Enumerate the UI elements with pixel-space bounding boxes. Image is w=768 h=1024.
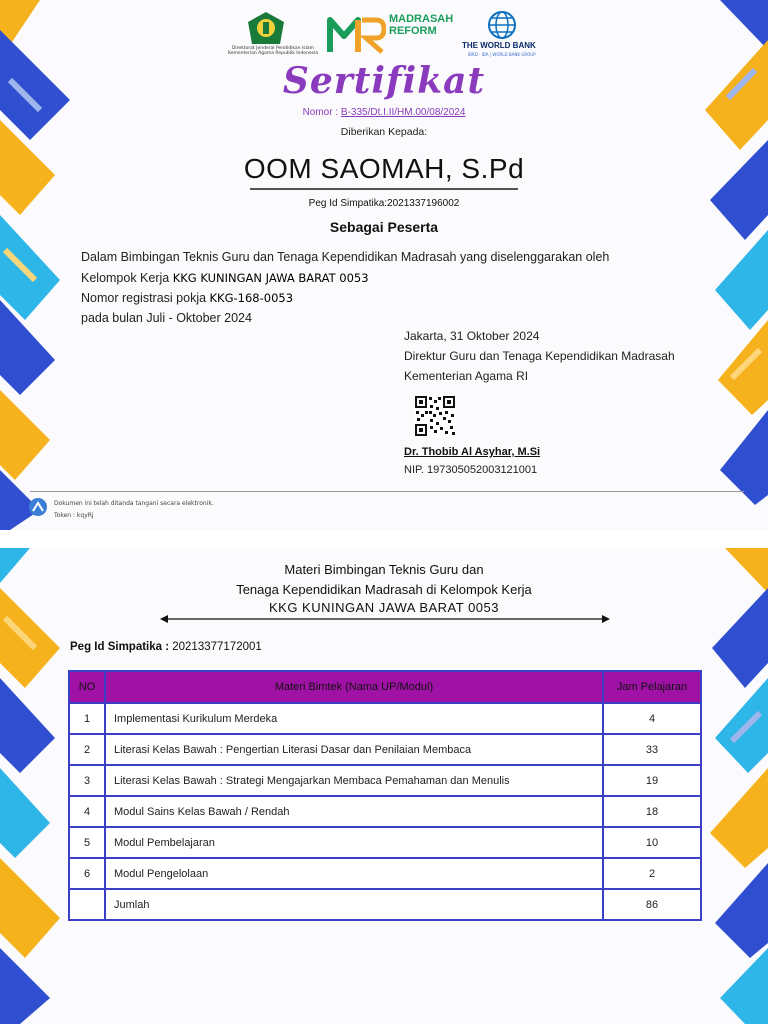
registration-number: KKG-168-0053	[209, 291, 294, 305]
table-row	[69, 827, 701, 858]
row-no: 1	[69, 703, 105, 734]
table-row	[69, 734, 701, 765]
signer-nip: NIP. 197305052003121001	[404, 464, 538, 476]
total-value: 86	[603, 889, 701, 920]
row-jam: 33	[603, 734, 701, 765]
madrasah-reform-logo	[326, 14, 386, 56]
world-bank-text: THE WORLD BANK	[462, 41, 536, 50]
table-header-row	[69, 671, 701, 703]
materials-peg-id-label: Peg Id Simpatika :	[70, 641, 173, 653]
peg-id: Peg Id Simpatika:2021337196002	[308, 198, 460, 209]
certificate-number-value: B-335/Dt.I.II/HM.00/08/2024	[340, 107, 466, 118]
row-materi: Modul Pembelajaran	[105, 827, 603, 858]
certificate-number	[0, 107, 768, 118]
body-line-4: pada bulan Juli - Oktober 2024	[81, 311, 252, 325]
kemenag-caption: Direktorat Jenderal Pendidikan Islam Kementerian Agama Republik Indonesia	[228, 46, 318, 56]
world-bank-subtext: IBRD · IDA | WORLD BANK GROUP	[468, 52, 536, 57]
materials-heading-2: Tenaga Kependidikan Madrasah di Kelompok Kerja	[236, 582, 532, 597]
footer-divider	[30, 491, 744, 492]
row-materi: Literasi Kelas Bawah : Strategi Mengajarkan Membaca Pemahaman dan Menulis	[105, 765, 603, 796]
page-gap	[0, 530, 768, 548]
place-date: Jakarta, 31 Oktober 2024	[404, 329, 540, 343]
body-line-3	[81, 291, 293, 305]
row-materi: Modul Sains Kelas Bawah / Rendah	[105, 796, 603, 827]
row-no: 6	[69, 858, 105, 889]
world-bank-logo	[487, 10, 517, 40]
body-line-2-prefix: Kelompok Kerja	[81, 271, 173, 285]
name-underline	[250, 188, 518, 190]
signer-institution: Kementerian Agama RI	[404, 369, 529, 383]
recipient-name: OOM SAOMAH, S.Pd	[243, 153, 525, 184]
table-row	[69, 796, 701, 827]
row-materi: Literasi Kelas Bawah : Pengertian Literasi Dasar dan Penilaian Membaca	[105, 734, 603, 765]
row-no: 5	[69, 827, 105, 858]
materials-peg-id	[70, 641, 262, 653]
double-arrow-divider	[160, 614, 610, 624]
kemenag-logo	[244, 10, 288, 48]
certificate-title: Sertifikat	[282, 60, 486, 102]
given-to-label: Diberikan Kepada:	[340, 126, 428, 138]
table-row	[69, 858, 701, 889]
row-jam: 2	[603, 858, 701, 889]
column-header-materi: Materi Bimtek (Nama UP/Modul)	[105, 671, 603, 703]
table-row	[69, 703, 701, 734]
materials-page	[0, 548, 768, 1024]
materials-table	[68, 670, 702, 921]
esign-note: Dokumen ini telah ditanda tangani secara elektronik.	[54, 500, 214, 507]
madrasah-reform-text-2: REFORM	[389, 25, 437, 37]
role-heading: Sebagai Peserta	[329, 219, 439, 235]
certificate-number-label: Nomor :	[302, 107, 341, 118]
row-no: 2	[69, 734, 105, 765]
column-header-jam: Jam Pelajaran	[603, 671, 701, 703]
table-row	[69, 765, 701, 796]
qr-code-icon	[414, 395, 456, 437]
row-jam: 19	[603, 765, 701, 796]
row-jam: 10	[603, 827, 701, 858]
column-header-no: NO	[69, 671, 105, 703]
materials-heading-3: KKG KUNINGAN JAWA BARAT 0053	[268, 600, 499, 615]
table-total-row	[69, 889, 701, 920]
materials-heading-1: Materi Bimbingan Teknis Guru dan	[284, 562, 484, 577]
signer-name: Dr. Thobib Al Asyhar, M.Si	[404, 446, 541, 458]
madrasah-reform-text: MADRASAH	[389, 13, 454, 25]
row-no: 3	[69, 765, 105, 796]
bsre-seal-icon	[28, 497, 48, 517]
body-line-2	[81, 271, 369, 285]
row-materi: Modul Pengelolaan	[105, 858, 603, 889]
row-jam: 18	[603, 796, 701, 827]
esign-token: Token : kqyRj	[54, 512, 94, 519]
total-no-cell	[69, 889, 105, 920]
materials-peg-id-value: 20213377172001	[172, 641, 262, 653]
body-line-1: Dalam Bimbingan Teknis Guru dan Tenaga Kependidikan Madrasah yang diselenggarakan oleh	[81, 250, 610, 264]
total-label: Jumlah	[105, 889, 603, 920]
working-group-name: KKG KUNINGAN JAWA BARAT 0053	[172, 271, 369, 285]
row-jam: 4	[603, 703, 701, 734]
body-line-3-prefix: Nomor registrasi pokja	[81, 291, 210, 305]
row-no: 4	[69, 796, 105, 827]
signer-position: Direktur Guru dan Tenaga Kependidikan Madrasah	[404, 349, 675, 363]
row-materi: Implementasi Kurikulum Merdeka	[105, 703, 603, 734]
